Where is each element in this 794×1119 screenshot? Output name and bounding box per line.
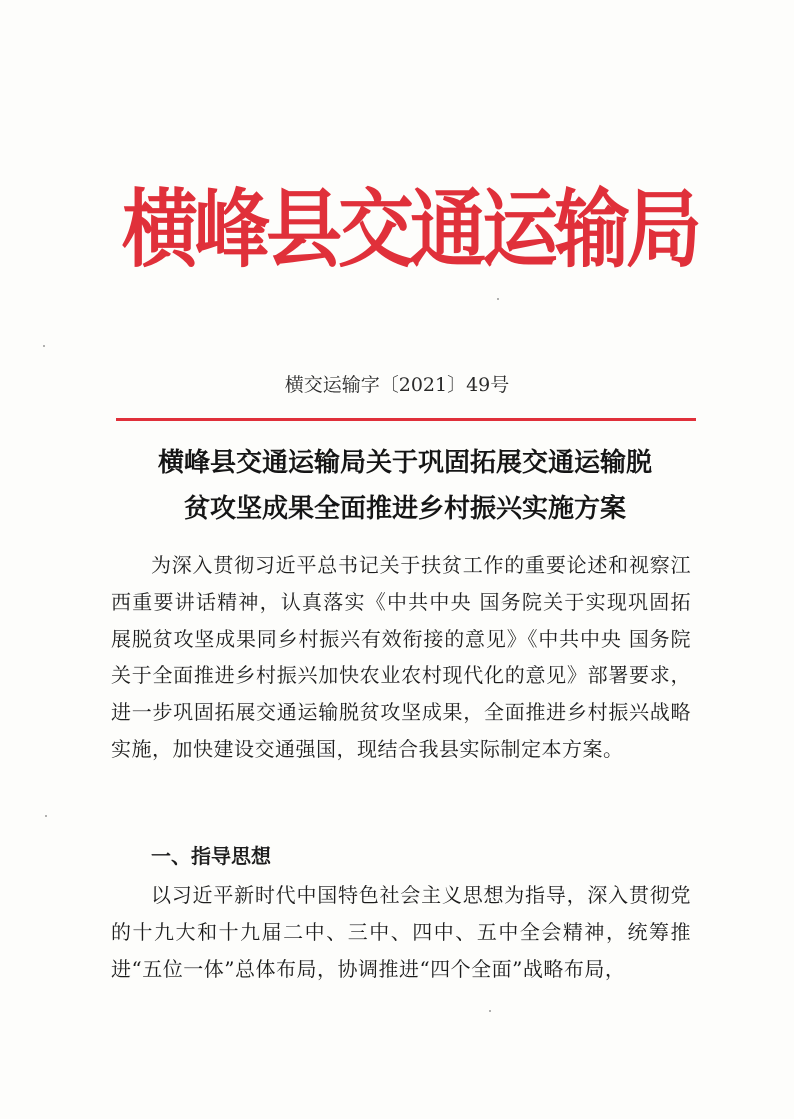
section-1-paragraph: 以习近平新时代中国特色社会主义思想为指导，深入贯彻党的十九大和十九届二中、三中、四中、五中全会精神，统筹推进“五位一体”总体布局，协调推进“四个全面”战略布局， [111,883,691,981]
section-heading-guiding-ideology: 一、指导思想 [151,844,271,868]
scan-speck [497,298,499,300]
intro-paragraph: 为深入贯彻习近平总书记关于扶贫工作的重要论述和视察江西重要讲话精神，认真落实《中共中央 国务院关于实现巩固拓展脱贫攻坚成果同乡村振兴有效衔接的意见》《中共中央 国务院关于全面推进乡村振兴加快农业农村现代化的意见》部署要求，进一步巩固拓展交通运输脱贫攻坚成果，全面推进乡村振兴战略实施，加快建设交通强国，现结合我县实际制定本方案。 [111,553,691,761]
scan-speck [43,345,45,347]
issuer-header: 横峰县交通运输局 [122,179,698,280]
title-line-2: 贫攻坚成果全面推进乡村振兴实施方案 [183,494,626,524]
document-title [100,440,710,532]
document-number: 横交运输字〔2021〕49号 [284,374,510,396]
red-divider-line [116,418,696,421]
scan-speck [489,1010,491,1012]
title-line-1: 横峰县交通运输局关于巩固拓展交通运输脱 [157,448,652,478]
scan-speck [45,815,47,817]
